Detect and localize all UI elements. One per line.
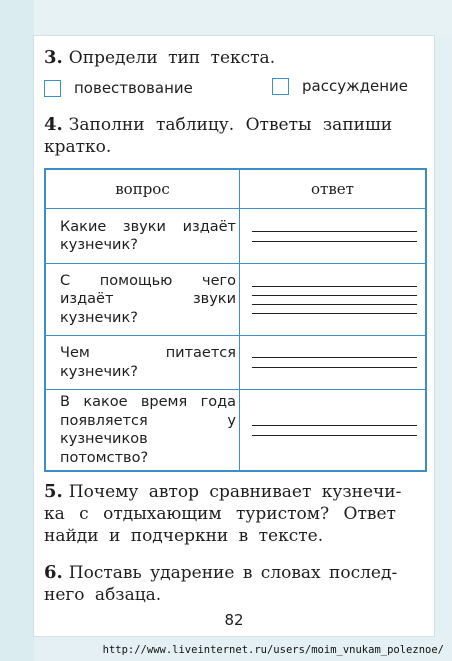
task-5-number: 5. bbox=[44, 481, 63, 502]
table-header-row bbox=[45, 169, 426, 209]
narrative-checkbox[interactable] bbox=[44, 80, 61, 97]
answer-line[interactable] bbox=[252, 367, 417, 368]
question-cell: Чем питается кузнечик? bbox=[45, 336, 240, 390]
column-question: вопрос bbox=[45, 169, 240, 209]
task-3-number: 3. bbox=[44, 47, 63, 68]
option-narrative[interactable] bbox=[44, 79, 193, 97]
task-6-line-2: него абзаца. bbox=[44, 585, 162, 605]
task-6-number: 6. bbox=[44, 562, 63, 583]
answer-line[interactable] bbox=[252, 241, 417, 242]
task-3-text: Определи тип текста. bbox=[68, 48, 276, 68]
answer-line[interactable] bbox=[252, 286, 417, 287]
question-cell: Какие звуки издаёт кузнечик? bbox=[45, 209, 240, 264]
task-6 bbox=[44, 562, 429, 606]
reasoning-checkbox[interactable] bbox=[272, 78, 289, 95]
task-6-line-1: 6. Поставь ударение в словах послед- bbox=[44, 562, 398, 583]
task-4-line-2: кратко. bbox=[44, 137, 112, 157]
narrative-label: повествование bbox=[74, 79, 193, 97]
column-answer: ответ bbox=[240, 169, 427, 209]
answer-cell[interactable] bbox=[240, 209, 427, 264]
task-3 bbox=[44, 47, 275, 69]
answer-cell[interactable] bbox=[240, 390, 427, 472]
answer-line[interactable] bbox=[252, 357, 417, 358]
background-top bbox=[34, 0, 452, 36]
question-cell: С помощью чего издаёт звуки кузнечик? bbox=[45, 264, 240, 336]
workbook-page bbox=[34, 36, 434, 636]
answer-cell[interactable] bbox=[240, 264, 427, 336]
table-row bbox=[45, 336, 426, 390]
answer-table bbox=[44, 168, 427, 472]
question-cell: В какое время года появляется у кузнечиков потомство? bbox=[45, 390, 240, 472]
task-5-line-2: ка с отдыхающим туристом? Ответ bbox=[44, 504, 396, 524]
task-4-line-1 bbox=[44, 114, 429, 136]
task-4-text: Заполни таблицу. Ответы запиши bbox=[68, 115, 393, 135]
answer-line[interactable] bbox=[252, 231, 417, 232]
answer-line[interactable] bbox=[252, 304, 417, 305]
answer-cell[interactable] bbox=[240, 336, 427, 390]
background-margin bbox=[0, 0, 34, 661]
task-4-number: 4. bbox=[44, 114, 63, 135]
table-row bbox=[45, 264, 426, 336]
page-number: 82 bbox=[224, 611, 244, 629]
answer-line[interactable] bbox=[252, 435, 417, 436]
reasoning-label: рассуждение bbox=[302, 77, 408, 95]
task-5-line-3: найди и подчеркни в тексте. bbox=[44, 526, 324, 546]
answer-line[interactable] bbox=[252, 313, 417, 314]
answer-line[interactable] bbox=[252, 425, 417, 426]
answer-line[interactable] bbox=[252, 295, 417, 296]
task-5 bbox=[44, 481, 429, 547]
option-reasoning[interactable] bbox=[272, 77, 408, 95]
task-4 bbox=[44, 114, 429, 158]
table-row bbox=[45, 209, 426, 264]
table-row bbox=[45, 390, 426, 472]
task-5-line-1: 5. Почему автор сравнивает кузнечи- bbox=[44, 481, 402, 502]
source-url[interactable]: http://www.liveinternet.ru/users/moim_vnukam_poleznoe/ bbox=[102, 644, 444, 656]
